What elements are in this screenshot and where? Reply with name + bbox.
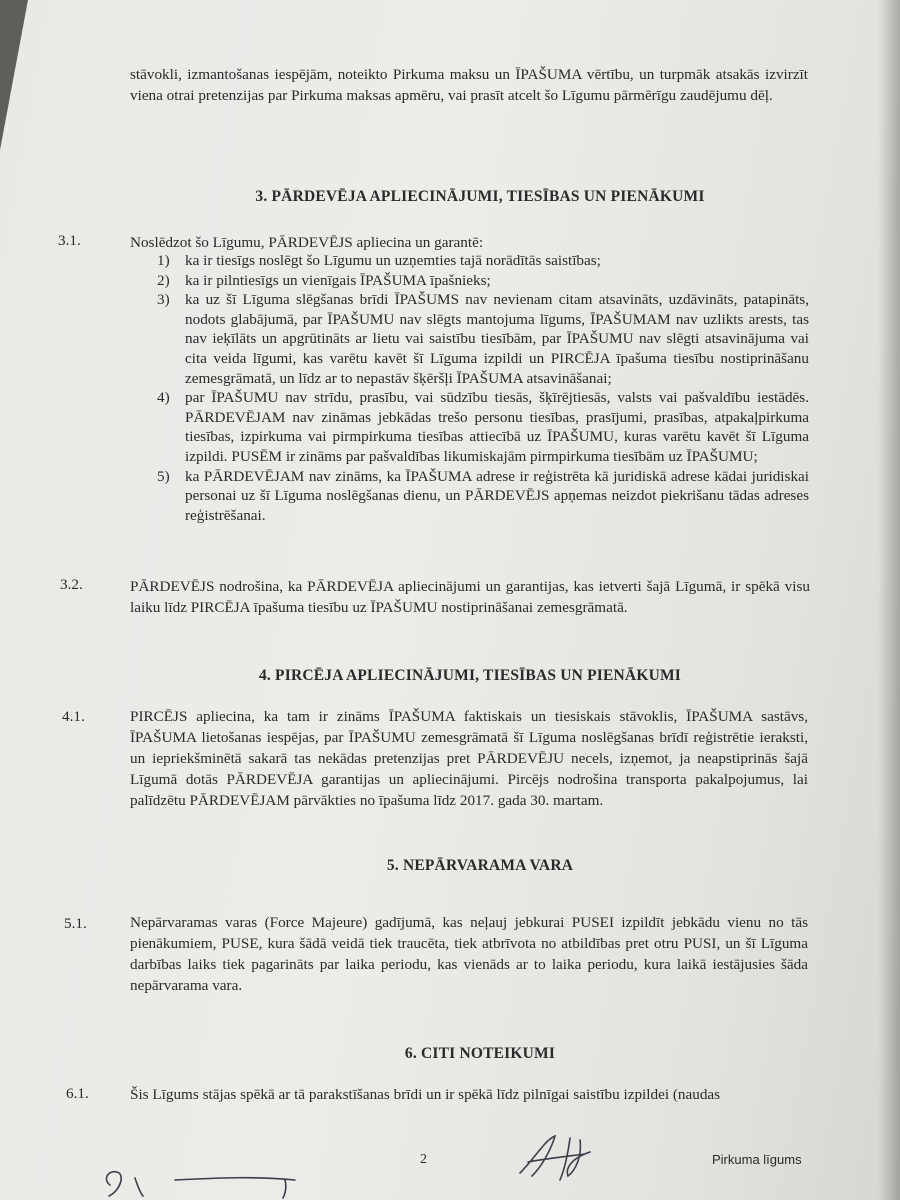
section-3-title: 3. PĀRDEVĒJA APLIECINĀJUMI, TIESĪBAS UN PIENĀKUMI: [255, 188, 705, 205]
clause-5-1-number: 5.1.: [64, 915, 87, 932]
clause-3-2-text: PĀRDEVĒJS nodrošina, ka PĀRDEVĒJA apliecinājumi un garantijas, kas ietverti šajā Līgumā, ir spēkā visu laiku līdz PIRCĒJA īpašuma tiesību uz ĪPAŠUMU nostiprināšanai zemesgrāmatā.: [130, 578, 810, 616]
clause-5-1-text: Nepārvaramas varas (Force Majeure) gadījumā, kas neļauj jebkurai PUSEI izpildīt jebkādu vienu no tās pienākumiem, PUSE, kura šādā veidā tiek traucēta, tiek atbrīvota no atbildības pret otru PUSI, un šī Līguma darbības laiks tiek pagarināts par laika periodu, kas vienāds ar to laika periodu, kura laikā iestājusies šāda nepārvarama vara.: [130, 914, 808, 994]
list-item-number: 5): [157, 467, 170, 485]
section-4-title: 4. PIRCĒJA APLIECINĀJUMI, TIESĪBAS UN PIENĀKUMI: [258, 667, 682, 684]
signature-scribble: [95, 1160, 315, 1200]
list-item: [157, 271, 809, 291]
list-item-text: par ĪPAŠUMU nav strīdu, prasību, vai sūdzību tiesās, šķīrējtiesās, valsts vai pašvaldību iestādēs. PĀRDEVĒJAM nav zināmas jebkādas trešo personu tiesības, prasījumi, prasības, atpakaļpirkuma tiesības, izpirkuma vai pirmpirkuma tiesības attiecībā uz ĪPAŠUMU, kuras varētu kavēt šī Līguma izpildi. PUSĒM ir zināms par pašvaldības likumiskajām pirmpirkuma tiesībām uz ĪPAŠUMU;: [185, 389, 809, 465]
list-item-text: ka uz šī Līguma slēgšanas brīdi ĪPAŠUMS nav nevienam citam atsavināts, uzdāvināts, patapināts, nodots glabājumā, par ĪPAŠUMU nav slēgts mantojuma līgums, ĪPAŠUMAM nav uzlikts arests, tas nav ieķīlāts un apgrūtināts ar lietu vai saistību tiesībām, par ĪPAŠUMU nav slēgti atsavinājuma vai cita veida līgumi, kas varētu kavēt šī Līguma izpildi un PIRCĒJA īpašuma tiesību nostiprināšanu zemesgrāmatā, un līdz ar to nepastāv šķēršļi ĪPAŠUMA atsavināšanai;: [185, 291, 809, 387]
section-5-title: 5. NEPĀRVARAMA VARA: [386, 857, 574, 874]
clause-6-1-number: 6.1.: [66, 1085, 89, 1102]
signature-initials: [510, 1128, 620, 1188]
clause-4-1-text: PIRCĒJS apliecina, ka tam ir zināms ĪPAŠUMA faktiskais un tiesiskais stāvoklis, ĪPAŠUMA sastāvs, ĪPAŠUMA lietošanas iespējas, par ĪPAŠUMU zemesgrāmatā šī Līguma noslēgšanas brīdī reģistrētie ieraksti, un iepriekšminētā sakarā tas nekādas pretenzijas pret PĀRDEVĒJU necels, izņemot, ja neapstiprinās šajā Līgumā dotās PĀRDEVĒJA garantijas un apliecinājumi. Pircējs nodrošina transporta pakalpojumus, lai palīdzētu PĀRDEVĒJAM pārvākties no īpašuma līdz 2017. gada 30. martam.: [130, 708, 808, 809]
page-number: 2: [420, 1152, 427, 1167]
list-item: [157, 388, 809, 466]
list-item-number: 3): [157, 291, 170, 309]
section-6-title: 6. CITI NOTEIKUMI: [404, 1045, 556, 1062]
footer-document-title: Pirkuma līgums: [712, 1152, 802, 1167]
list-item-number: 1): [157, 252, 170, 269]
guarantee-list: [157, 251, 809, 525]
list-item-number: 4): [157, 389, 170, 407]
clause-4-1-number: 4.1.: [62, 708, 85, 725]
intro-paragraph: stāvokli, izmantošanas iespējām, noteikto Pirkuma maksu un ĪPAŠUMA vērtību, un turpmāk atsakās izvirzīt viena otrai pretenzijas par Pirkuma maksas apmēru, vai prasīt atcelt šo Līgumu pārmērīgu zaudējumu dēļ.: [130, 66, 808, 104]
clause-3-1-number: 3.1.: [58, 232, 81, 249]
list-item-number: 2): [157, 271, 170, 289]
list-item: [157, 467, 809, 526]
list-item: [157, 290, 809, 388]
list-item-text: ka PĀRDEVĒJAM nav zināms, ka ĪPAŠUMA adrese ir reģistrēta kā juridiskā adrese kādai juridiskai personai uz šī Līguma noslēgšanas dienu, un PĀRDEVĒJS apņemas neizdot piekrišanu tādas adreses reģistrēšanai.: [185, 467, 809, 524]
list-item-text: ka ir pilntiesīgs un vienīgais ĪPAŠUMA īpašnieks;: [185, 271, 491, 289]
clause-3-1-text: Noslēdzot šo Līgumu, PĀRDEVĒJS apliecina un garantē:: [130, 234, 484, 251]
clause-3-2-number: 3.2.: [60, 576, 83, 593]
list-item: [157, 251, 809, 271]
clause-6-1-text: Šis Līgums stājas spēkā ar tā parakstīšanas brīdi un ir spēkā līdz pilnīgai saistību izpildei (naudas: [130, 1086, 721, 1103]
list-item-text: ka ir tiesīgs noslēgt šo Līgumu un uzņemties tajā norādītās saistības;: [185, 252, 601, 269]
